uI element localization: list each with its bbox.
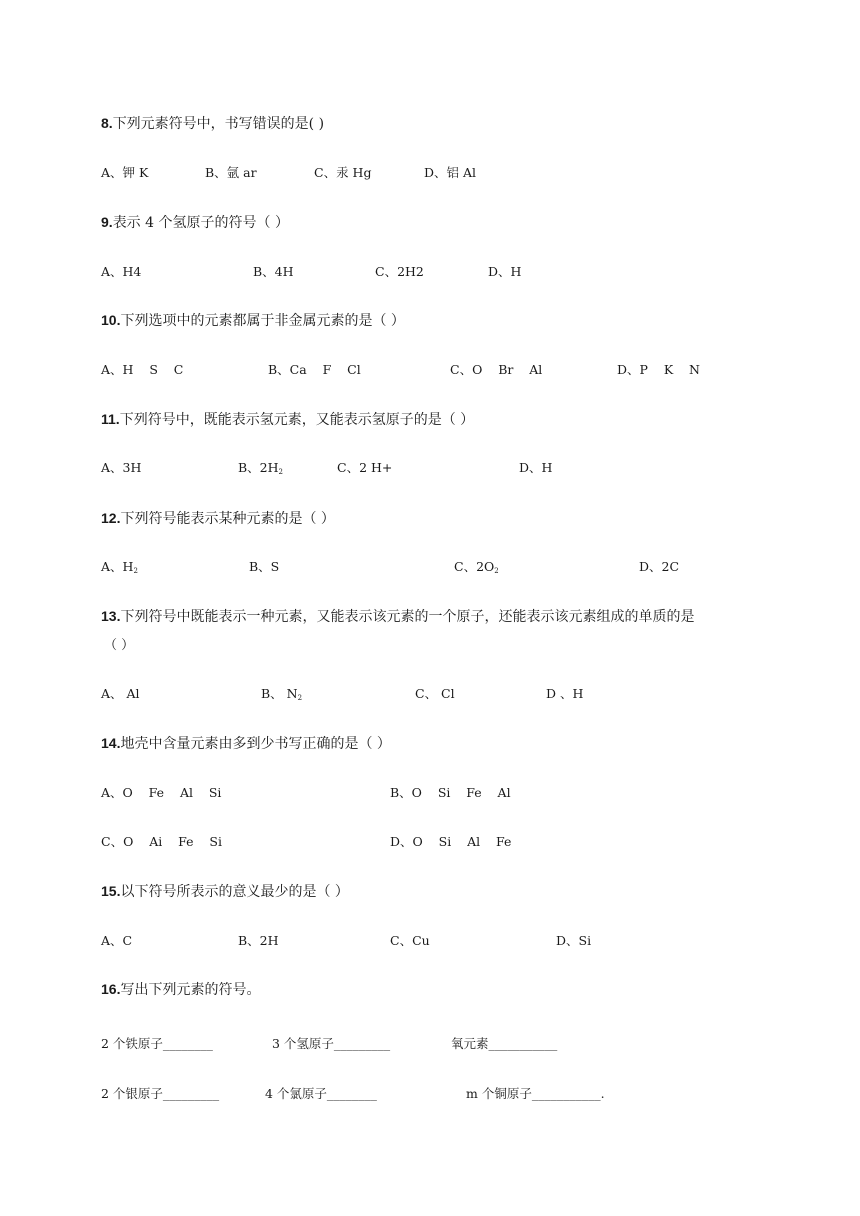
- question-9-stem: [101, 212, 289, 232]
- question-12-option-b: B、S: [249, 559, 280, 574]
- question-13-option-c: C、 Cl: [415, 686, 455, 701]
- question-13-stem: [101, 606, 694, 626]
- question-8-option-c: C、汞 Hg: [314, 165, 372, 180]
- question-11-option-a: A、3H: [101, 460, 142, 475]
- question-text: 表示 4 个氢原子的符号（ ）: [112, 215, 289, 231]
- question-8-option-a: A、钾 K: [101, 165, 149, 180]
- fill-blank-oxygen-element[interactable]: 氧元素___________: [451, 1036, 558, 1051]
- question-13-stem-bracket: （ ）: [104, 638, 135, 653]
- question-number: 10.: [101, 312, 121, 328]
- question-number: 13.: [101, 608, 121, 624]
- question-9-option-b: B、4H: [253, 264, 294, 279]
- question-9-option-d: D、H: [488, 264, 522, 279]
- option-text: A、H: [101, 559, 134, 574]
- option-text: B、 N: [261, 686, 298, 701]
- fill-blank-chlorine-atoms[interactable]: 4 个氯原子________: [265, 1086, 377, 1101]
- question-14-stem: [101, 733, 391, 753]
- question-16-stem: [101, 979, 260, 999]
- question-11-stem: [101, 409, 474, 429]
- fill-blank-silver-atoms[interactable]: 2 个银原子_________: [101, 1086, 220, 1101]
- question-8-option-b: B、氩 ar: [205, 165, 257, 180]
- question-8-stem: [101, 113, 324, 133]
- question-10-stem: [101, 310, 405, 330]
- question-11-option-d: D、H: [519, 460, 553, 475]
- question-number: 16.: [101, 981, 121, 997]
- question-10-option-b: B、Ca F Cl: [268, 362, 361, 377]
- question-13-option-d: D 、H: [546, 686, 584, 701]
- question-text: 下列符号能表示某种元素的是（ ）: [120, 511, 335, 527]
- fill-blank-hydrogen-atoms[interactable]: 3 个氢原子_________: [272, 1036, 391, 1051]
- subscript: 2: [494, 567, 499, 575]
- question-15-option-a: A、C: [101, 933, 133, 948]
- question-10-option-a: A、H S C: [101, 362, 184, 377]
- question-14-option-a: A、O Fe Al Si: [101, 785, 222, 800]
- subscript: 2: [278, 468, 284, 476]
- question-12-option-d: D、2C: [639, 559, 680, 574]
- question-15-stem: [101, 881, 349, 901]
- question-14-option-d: D、O Si Al Fe: [390, 834, 512, 849]
- question-12-stem: [101, 508, 335, 528]
- option-text: B、2H: [238, 460, 279, 475]
- subscript: 2: [133, 567, 138, 575]
- question-number: 11.: [101, 411, 120, 427]
- question-11-option-b: [238, 458, 283, 476]
- fill-blank-copper-atoms[interactable]: m 个铜原子___________.: [466, 1086, 605, 1101]
- question-text: 地壳中含量元素由多到少书写正确的是（ ）: [120, 736, 391, 752]
- question-number: 12.: [101, 510, 121, 526]
- question-9-option-c: C、2H2: [375, 264, 424, 279]
- question-11-option-c: C、2 H+: [337, 460, 393, 475]
- question-14-option-c: C、O Ai Fe Si: [101, 834, 222, 849]
- question-text: 写出下列元素的符号。: [120, 982, 261, 998]
- question-text: 下列符号中既能表示一种元素，又能表示该元素的一个原子，还能表示该元素组成的单质的是: [120, 609, 695, 625]
- question-10-option-d: D、P K N: [617, 362, 700, 377]
- question-number: 14.: [101, 735, 121, 751]
- question-12-option-c: [454, 557, 499, 575]
- question-number: 15.: [101, 883, 121, 899]
- question-text: 以下符号所表示的意义最少的是（ ）: [120, 884, 349, 900]
- option-text: C、2O: [454, 559, 495, 574]
- question-15-option-c: C、Cu: [390, 933, 430, 948]
- question-text: 下列元素符号中，书写错误的是( ): [112, 116, 325, 132]
- question-13-option-a: A、 Al: [101, 686, 140, 701]
- question-12-option-a: [101, 557, 138, 575]
- subscript: 2: [297, 694, 303, 702]
- question-text: 下列选项中的元素都属于非金属元素的是（ ）: [120, 313, 405, 329]
- question-13-option-b: [261, 684, 302, 702]
- fill-blank-iron-atoms[interactable]: 2 个铁原子________: [101, 1036, 213, 1051]
- question-15-option-d: D、Si: [556, 933, 592, 948]
- question-10-option-c: C、O Br Al: [450, 362, 543, 377]
- question-number: 9.: [101, 214, 113, 230]
- question-15-option-b: B、2H: [238, 933, 279, 948]
- question-14-option-b: B、O Si Fe Al: [390, 785, 511, 800]
- question-8-option-d: D、铝 Al: [424, 165, 477, 180]
- question-text: 下列符号中，既能表示氢元素，又能表示氢原子的是（ ）: [119, 412, 475, 428]
- question-9-option-a: A、H4: [101, 264, 142, 279]
- question-number: 8.: [101, 115, 113, 131]
